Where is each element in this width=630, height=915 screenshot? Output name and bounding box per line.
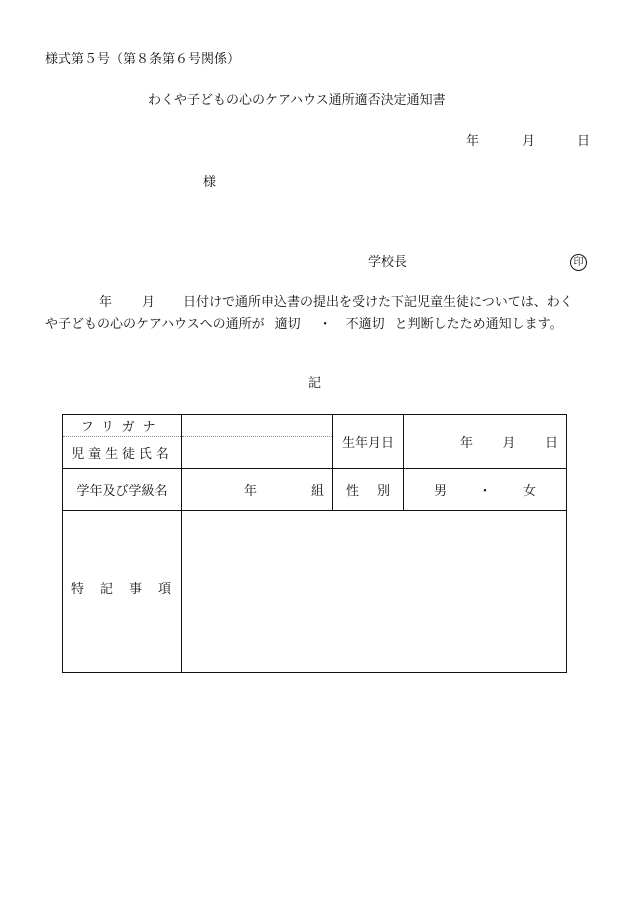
student-name-field <box>182 437 333 469</box>
body-line-1 <box>45 295 590 311</box>
special-notes-label <box>63 511 182 673</box>
notes-char: 特 <box>71 582 85 597</box>
date-day-label: 日 <box>577 134 591 149</box>
grade-class-field <box>182 469 333 511</box>
student-name-label: 児童生徒氏名 <box>63 437 182 469</box>
gender-label-2: 別 <box>376 484 390 499</box>
gender-male: 男 <box>434 484 448 499</box>
date-month-label: 月 <box>522 134 536 149</box>
gender-female: 女 <box>522 484 536 499</box>
furigana-label: フリガナ <box>63 415 182 437</box>
grade-year-label: 年 <box>244 484 258 499</box>
option-unsuitable: 不適切 <box>345 317 385 332</box>
option-separator: ・ <box>318 317 332 332</box>
body-line2-text-b: と判断したため通知します。 <box>394 317 563 332</box>
notes-char: 記 <box>99 582 113 597</box>
gender-label <box>333 469 404 511</box>
notes-char: 項 <box>157 582 171 597</box>
body-line-2 <box>45 317 590 333</box>
birth-day-label: 日 <box>544 436 558 451</box>
gender-separator: ・ <box>478 484 492 499</box>
gender-label-1: 性 <box>345 484 359 499</box>
birth-year-label: 年 <box>460 436 474 451</box>
principal-label: 学校長 <box>368 255 408 270</box>
recipient-honorific: 様 <box>203 175 217 190</box>
birthdate-label: 生年月日 <box>333 415 404 469</box>
grade-class-suffix: 組 <box>310 484 324 499</box>
birth-month-label: 月 <box>502 436 516 451</box>
body-year: 年 <box>99 295 113 310</box>
gender-field <box>404 469 567 511</box>
birthdate-field <box>404 415 567 469</box>
grade-class-label: 学年及び学級名 <box>63 469 182 511</box>
body-month: 月 <box>142 295 156 310</box>
furigana-field <box>182 415 333 437</box>
option-suitable: 適切 <box>274 317 301 332</box>
ki-heading: 記 <box>308 376 322 391</box>
form-number: 様式第５号（第８条第６号関係） <box>45 52 241 67</box>
body-line2-text-a: や子どもの心のケアハウスへの通所が <box>45 317 265 332</box>
special-notes-field <box>182 511 567 673</box>
document-title: わくや子どもの心のケアハウス通所適否決定通知書 <box>148 93 446 108</box>
notes-char: 事 <box>128 582 142 597</box>
date-year-label: 年 <box>466 134 480 149</box>
body-line1-text: 日付けで通所申込書の提出を受けた下記児童生徒については、わく <box>183 295 573 310</box>
seal-mark: 印 <box>570 254 587 271</box>
student-record-table <box>62 414 567 673</box>
